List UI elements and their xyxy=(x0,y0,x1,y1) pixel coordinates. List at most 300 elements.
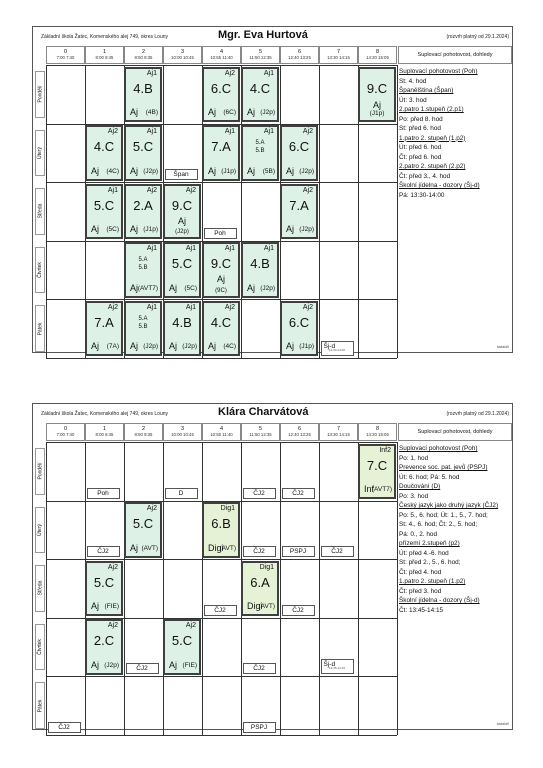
lesson-card[interactable] xyxy=(358,444,396,500)
lesson-group: (4B) xyxy=(145,109,158,117)
duty-box[interactable] xyxy=(243,546,276,557)
grid-col-line xyxy=(319,442,320,735)
period-number: 2 xyxy=(141,426,146,432)
day-name: Čtvrtek xyxy=(37,639,43,656)
grid-row-line xyxy=(46,735,397,736)
duty-box[interactable] xyxy=(165,169,198,180)
lesson-subject: Aj xyxy=(130,224,139,235)
lesson-subgroup: Aj1 xyxy=(224,245,235,253)
day-label xyxy=(35,565,45,612)
valid-from: (rozvrh platný od 29.1.2024) xyxy=(446,411,509,417)
duty-box[interactable] xyxy=(204,605,237,616)
panel-detail: Čt: před 4. hod xyxy=(399,568,442,576)
lesson-group: (J1p) xyxy=(299,343,314,351)
lesson-card[interactable] xyxy=(280,301,318,357)
school-name: Základní škola Žatec, Komenského alej 749, okres Louny xyxy=(41,34,169,40)
lesson-card[interactable] xyxy=(163,301,201,357)
grid-col-line xyxy=(280,442,281,735)
day-name: Pátek xyxy=(37,322,44,336)
duty-box[interactable] xyxy=(165,488,198,499)
panel-detail: Po: před 8. hod xyxy=(399,115,443,123)
lesson-subgroup: Aj2 xyxy=(146,186,157,194)
duty-label: ČJ2 xyxy=(136,665,148,673)
period-time: 10:00 10:45 xyxy=(171,432,194,437)
lesson-card[interactable] xyxy=(241,125,279,181)
lesson-class: 6.C xyxy=(288,139,310,155)
lesson-group: (9C) xyxy=(215,287,227,294)
duty-panel xyxy=(399,444,511,615)
grid-col-line xyxy=(202,442,203,735)
panel-heading: Prevence soc. pat. jevů (PSPJ) xyxy=(399,464,488,471)
panel-heading: Suplovací pohotovost (Poh) xyxy=(399,445,478,452)
period-time: 14:20 15:05 xyxy=(366,432,389,437)
day-name: Středa xyxy=(37,581,44,596)
panel-detail: Pá: 0., 2. hod xyxy=(399,530,438,538)
duty-box[interactable] xyxy=(87,488,120,499)
period-header xyxy=(358,46,397,64)
duty-label: ČJ2 xyxy=(253,665,265,673)
lesson-group: (FIE) xyxy=(104,603,119,611)
period-time: 12:40 13:25 xyxy=(288,432,311,437)
lesson-subgroup: Aj2 xyxy=(302,128,313,136)
period-time: 10:00 10:45 xyxy=(171,55,194,60)
lesson-class: 9.C xyxy=(210,256,232,272)
duty-label: ČJ2 xyxy=(253,548,265,556)
lesson-card[interactable] xyxy=(241,242,279,298)
lesson-class: 4.B xyxy=(250,256,270,272)
lesson-subgroup: Aj2 xyxy=(224,69,235,77)
lesson-card[interactable] xyxy=(124,67,162,123)
lesson-group: (5C) xyxy=(184,284,197,292)
duty-box[interactable] xyxy=(243,488,276,499)
period-number: 8 xyxy=(375,426,380,432)
day-label xyxy=(35,71,45,118)
lesson-card[interactable] xyxy=(85,184,123,240)
period-time: 10:55 11:40 xyxy=(210,432,233,437)
period-header xyxy=(319,46,358,64)
grid-row-line xyxy=(46,676,397,677)
lesson-subject: Aj xyxy=(177,215,186,226)
lesson-card[interactable] xyxy=(163,619,201,675)
duty-time: 13:30-14:00 xyxy=(328,348,345,352)
duty-label: PSPJ xyxy=(289,548,307,556)
lesson-group: (J2p) xyxy=(104,661,119,669)
lesson-group: (J2p) xyxy=(260,284,275,292)
lesson-class: 4.B xyxy=(172,314,192,330)
duty-box[interactable] xyxy=(126,663,159,674)
duty-box[interactable] xyxy=(321,341,354,356)
period-header xyxy=(85,423,124,441)
duty-box[interactable] xyxy=(243,722,276,733)
lesson-group: (7A) xyxy=(106,343,119,351)
lesson-subgroup: Aj1 xyxy=(146,128,157,136)
period-number: 8 xyxy=(375,49,380,55)
lesson-subject: Aj xyxy=(216,274,225,285)
lesson-group: (4C) xyxy=(106,167,119,175)
period-header xyxy=(202,423,241,441)
duty-label: Šj-d xyxy=(323,661,336,669)
lesson-group: (4C) xyxy=(223,343,236,351)
duty-box[interactable] xyxy=(282,605,315,616)
lesson-class: 5.C xyxy=(171,633,193,649)
lesson-card[interactable] xyxy=(124,502,162,558)
lesson-subgroup: Aj1 xyxy=(185,245,196,253)
lesson-class: 4.B xyxy=(133,80,153,96)
bakalari-logo: bakaláři xyxy=(496,722,509,726)
lesson-group: (FIE) xyxy=(182,661,197,669)
lesson-subgroup: Aj2 xyxy=(185,622,196,630)
period-number: 1 xyxy=(102,426,107,432)
day-name: Čtvrtek xyxy=(37,262,43,279)
lesson-subject: Aj xyxy=(208,165,217,176)
duty-label: ČJ2 xyxy=(331,548,343,556)
valid-from: (rozvrh platný od 29.1.2024) xyxy=(446,34,509,40)
lesson-class: 5.C xyxy=(171,256,193,272)
lesson-subgroup: Aj2 xyxy=(185,186,196,194)
duty-label: ČJ2 xyxy=(58,724,70,731)
panel-detail: Út: 3. hod xyxy=(399,96,427,104)
panel-detail: Čt: 13:45-14:15 xyxy=(399,606,444,614)
teacher-name: Mgr. Eva Hurtová xyxy=(218,29,308,41)
lesson-group: (AVT7) xyxy=(371,486,392,494)
duty-time: 13:45-14:15 xyxy=(328,666,345,671)
lesson-subgroup: Aj2 xyxy=(224,303,235,311)
period-header xyxy=(280,423,319,441)
day-name: Úterý xyxy=(37,146,44,159)
period-number: 7 xyxy=(336,49,341,55)
lesson-class: 4.C xyxy=(249,80,271,96)
period-header xyxy=(124,46,163,64)
school-name: Základní škola Žatec, Komenského alej 749, okres Louny xyxy=(41,411,169,417)
duty-label: ČJ2 xyxy=(97,548,109,556)
duty-box[interactable] xyxy=(321,659,354,674)
period-time: 11:50 12:35 xyxy=(249,432,272,437)
period-number: 0 xyxy=(63,426,68,432)
day-name: Středa xyxy=(37,204,44,219)
lesson-class: 5.B xyxy=(138,323,148,330)
lesson-subject: Aj xyxy=(91,659,100,670)
lesson-subgroup: Aj1 xyxy=(263,69,274,77)
duty-label: ČJ2 xyxy=(292,606,304,614)
lesson-card[interactable] xyxy=(280,184,318,240)
period-header xyxy=(241,423,280,441)
duty-box[interactable] xyxy=(282,488,315,499)
lesson-subject: Aj xyxy=(208,107,217,118)
period-time: 13:30 14:15 xyxy=(327,55,350,60)
lesson-class: 5.B xyxy=(138,265,148,272)
lesson-subgroup: Aj1 xyxy=(224,128,235,136)
duty-label: ČJ2 xyxy=(253,489,265,497)
grid-col-line xyxy=(319,65,320,358)
lesson-subject: Aj xyxy=(169,282,178,293)
period-number: 5 xyxy=(258,49,263,55)
lesson-subject: Aj xyxy=(247,165,256,176)
day-name: Pátek xyxy=(37,699,44,713)
lesson-class: 2.A xyxy=(133,197,153,213)
panel-heading: 1.patro 2. stupeň (1.p2) xyxy=(399,578,466,585)
lesson-card[interactable] xyxy=(124,125,162,181)
period-header xyxy=(85,46,124,64)
duty-label: ČJ2 xyxy=(214,606,226,614)
lesson-group: (AVT) xyxy=(141,544,158,552)
panel-detail: Čt: před 3. hod xyxy=(399,587,442,595)
lesson-class: 7.A xyxy=(211,139,231,155)
period-header xyxy=(202,46,241,64)
lesson-card[interactable] xyxy=(202,301,240,357)
lesson-subject: Inf xyxy=(364,484,375,495)
lesson-card[interactable] xyxy=(241,67,279,123)
period-number: 6 xyxy=(297,49,302,55)
lesson-card[interactable] xyxy=(124,184,162,240)
lesson-subject: Aj xyxy=(130,107,139,118)
duty-label: D xyxy=(178,489,184,497)
lesson-subject: Aj xyxy=(130,542,139,553)
lesson-class: 7.A xyxy=(289,197,309,213)
lesson-subject: Aj xyxy=(286,341,295,352)
lesson-class: 5.A xyxy=(138,315,148,322)
panel-detail: St: před 2., 5., 6. hod; xyxy=(399,559,461,566)
grid-row-line xyxy=(46,358,397,359)
period-header xyxy=(46,46,85,64)
panel-detail: Pá: 13:30-14:00 xyxy=(399,191,445,199)
period-number: 6 xyxy=(297,426,302,432)
day-label xyxy=(35,130,45,177)
lesson-group: (J2p) xyxy=(299,226,314,234)
duty-box[interactable] xyxy=(282,546,315,557)
lesson-subject: Aj xyxy=(169,341,178,352)
panel-detail: Út: před 4.-6. hod xyxy=(399,549,449,557)
panel-heading: Španělština (Špan) xyxy=(399,87,454,94)
lesson-class: 5.C xyxy=(132,516,154,532)
duty-label: Špan xyxy=(173,171,189,179)
lesson-group: (J1p) xyxy=(369,110,385,118)
period-header xyxy=(163,46,202,64)
bakalari-logo: bakaláři xyxy=(496,345,509,349)
duty-box[interactable] xyxy=(48,722,81,733)
panel-heading: 2.patro 1.stupeň (2.p1) xyxy=(399,106,464,113)
panel-heading: Školní jídelna - dozory (Šj-d) xyxy=(399,182,480,189)
duty-box[interactable] xyxy=(204,228,237,239)
period-number: 0 xyxy=(63,49,68,55)
lesson-subgroup: Aj2 xyxy=(107,128,118,136)
grid-col-line xyxy=(46,442,47,735)
lesson-class: 7.A xyxy=(94,314,114,330)
lesson-subgroup: Aj2 xyxy=(107,303,118,311)
lesson-class: 5.B xyxy=(255,148,265,155)
duty-box[interactable] xyxy=(87,546,120,557)
lesson-subject: Aj xyxy=(208,341,217,352)
lesson-group: (J2p) xyxy=(143,167,158,175)
lesson-class: 2.C xyxy=(93,633,115,649)
lesson-class: 5.A xyxy=(255,140,265,147)
lesson-card[interactable] xyxy=(202,67,240,123)
lesson-subgroup: Aj2 xyxy=(302,303,313,311)
period-time: 14:20 15:05 xyxy=(366,55,389,60)
lesson-group: (J2p) xyxy=(182,343,197,351)
lesson-subgroup: Aj1 xyxy=(263,128,274,136)
grid-col-line xyxy=(397,442,398,735)
lesson-classes xyxy=(126,256,160,272)
panel-detail: St: 4. hod xyxy=(399,77,427,85)
grid-col-line xyxy=(46,65,47,358)
period-number: 3 xyxy=(180,49,185,55)
lesson-group: (J2p) xyxy=(175,229,189,236)
period-header xyxy=(358,423,397,441)
lesson-group: (AVT7) xyxy=(137,284,158,292)
period-time: 8:50 9:35 xyxy=(134,55,153,60)
period-time: 8:50 9:35 xyxy=(134,432,153,437)
period-number: 2 xyxy=(141,49,146,55)
panel-detail: St: 4., 6. hod; Čt: 2., 5. hod; xyxy=(399,521,478,528)
lesson-subject: Aj xyxy=(169,659,178,670)
period-time: 7:00 7:40 xyxy=(56,55,75,60)
lesson-subject: Aj xyxy=(247,107,256,118)
day-name: Úterý xyxy=(37,523,44,536)
day-name: Pondělí xyxy=(37,462,43,480)
lesson-group: (J2p) xyxy=(299,167,314,175)
grid-row-line xyxy=(46,442,397,443)
lesson-group: (AVT) xyxy=(219,544,236,552)
lesson-subgroup: Aj1 xyxy=(146,69,157,77)
lesson-subgroup: Aj1 xyxy=(146,245,157,253)
lesson-card[interactable] xyxy=(124,301,162,357)
lesson-group: (J1p) xyxy=(221,167,236,175)
lesson-class: 5.A xyxy=(138,257,148,264)
panel-detail: Út: před 6. hod xyxy=(399,144,442,151)
lesson-card[interactable] xyxy=(124,242,162,298)
duty-panel xyxy=(399,67,511,200)
lesson-subgroup: Aj2 xyxy=(107,622,118,630)
grid-col-line xyxy=(163,442,164,735)
panel-detail: Po: 1. hod xyxy=(399,454,429,462)
lesson-card[interactable] xyxy=(280,125,318,181)
period-time: 8:00 8:45 xyxy=(95,432,114,437)
panel-header: Suplovací pohotovost, dohledy xyxy=(398,423,512,441)
lesson-group: (J2p) xyxy=(143,343,158,351)
panel-detail: Út: 6. hod; Pá: 5. hod xyxy=(399,473,460,481)
period-time: 12:40 13:25 xyxy=(288,55,311,60)
panel-heading: přízemí 2.stupeň (p2) xyxy=(399,540,460,547)
duty-label: Šj-d xyxy=(323,343,336,350)
lesson-class: 4.C xyxy=(93,139,115,155)
lesson-subgroup: Aj1 xyxy=(185,303,196,311)
lesson-subject: Aj xyxy=(91,224,100,235)
lesson-class: 6.C xyxy=(210,80,232,96)
lesson-group: (AVT) xyxy=(258,603,275,611)
lesson-class: 6.C xyxy=(288,314,310,330)
day-label xyxy=(35,682,45,729)
day-label xyxy=(35,247,45,294)
day-label xyxy=(35,448,45,495)
lesson-card[interactable] xyxy=(241,561,279,617)
day-label xyxy=(35,624,45,671)
lesson-card[interactable] xyxy=(163,242,201,298)
day-name: Pondělí xyxy=(37,85,43,103)
lesson-card[interactable] xyxy=(202,125,240,181)
lesson-subject: Aj xyxy=(91,601,100,612)
lesson-subject: Aj xyxy=(372,99,381,110)
lesson-group: (J2p) xyxy=(260,109,275,117)
period-header xyxy=(124,423,163,441)
lesson-card[interactable] xyxy=(85,619,123,675)
period-time: 8:00 8:45 xyxy=(95,55,114,60)
timetable-sheet-charvatova xyxy=(32,403,513,730)
lesson-subject: Aj xyxy=(286,165,295,176)
panel-heading: Suplovací pohotovost (Poh) xyxy=(399,68,478,75)
day-label xyxy=(35,305,45,352)
lesson-card[interactable] xyxy=(85,301,123,357)
lesson-class: 4.C xyxy=(210,314,232,330)
period-time: 11:50 12:35 xyxy=(249,55,272,60)
day-label xyxy=(35,507,45,554)
period-header xyxy=(241,46,280,64)
lesson-subject: Aj xyxy=(286,224,295,235)
lesson-group: (J1p) xyxy=(143,226,158,234)
panel-heading: 1.patro 2. stupeň (1.p2) xyxy=(399,134,466,142)
period-number: 5 xyxy=(258,426,263,432)
duty-label: Poh xyxy=(214,229,226,237)
lesson-subgroup: Dig1 xyxy=(259,563,274,571)
lesson-subject: Aj xyxy=(130,165,139,176)
period-header xyxy=(319,423,358,441)
lesson-class: 6.A xyxy=(250,574,270,590)
lesson-card[interactable] xyxy=(202,502,240,558)
lesson-card[interactable] xyxy=(85,561,123,617)
lesson-subject: Aj xyxy=(247,282,256,293)
panel-detail: Čt: před 3., 4. hod xyxy=(399,172,451,180)
panel-heading: Český jazyk jako druhý jazyk (ČJ2) xyxy=(399,502,499,509)
panel-heading: 2.patro 2. stupeň (2.p2) xyxy=(399,163,466,170)
lesson-subgroup: Inf2 xyxy=(379,446,391,454)
lesson-subgroup: Aj1 xyxy=(263,245,274,253)
lesson-card[interactable] xyxy=(85,125,123,181)
period-time: 10:55 11:40 xyxy=(210,55,233,60)
teacher-name: Klára Charvátová xyxy=(218,406,309,418)
duty-label: Poh xyxy=(97,489,109,497)
lesson-class: 7.C xyxy=(366,457,388,473)
lesson-class: 5.C xyxy=(93,574,115,590)
lesson-classes xyxy=(243,139,277,155)
lesson-subgroup: Aj1 xyxy=(146,303,157,311)
lesson-subject: Aj xyxy=(130,341,139,352)
lesson-subject: Digi xyxy=(247,601,263,612)
duty-label: ČJ2 xyxy=(292,489,304,497)
lesson-subgroup: Aj2 xyxy=(107,563,118,571)
lesson-card[interactable] xyxy=(202,242,240,298)
lesson-class: 9.C xyxy=(171,197,193,213)
panel-heading: Doučování (D) xyxy=(399,483,441,490)
duty-box[interactable] xyxy=(321,546,354,557)
duty-label: PSPJ xyxy=(250,724,268,731)
grid-col-line xyxy=(124,442,125,735)
period-number: 3 xyxy=(180,426,185,432)
panel-detail: Po: 5., 6. hod; Út: 1., 5., 7. hod; xyxy=(399,511,488,519)
duty-box[interactable] xyxy=(243,663,276,674)
lesson-card[interactable] xyxy=(163,184,201,240)
period-time: 13:30 14:15 xyxy=(327,432,350,437)
lesson-group: (5C) xyxy=(106,226,119,234)
lesson-subgroup: Aj2 xyxy=(302,186,313,194)
lesson-card[interactable] xyxy=(358,67,396,123)
grid-col-line xyxy=(397,65,398,358)
panel-detail: St: před 6. hod xyxy=(399,125,441,132)
lesson-subject: Digi xyxy=(208,542,224,553)
period-number: 4 xyxy=(219,426,224,432)
panel-detail: Po: 3. hod xyxy=(399,492,429,500)
lesson-class: 5.C xyxy=(132,139,154,155)
lesson-group: (6C) xyxy=(223,109,236,117)
lesson-class: 6.B xyxy=(211,516,231,532)
